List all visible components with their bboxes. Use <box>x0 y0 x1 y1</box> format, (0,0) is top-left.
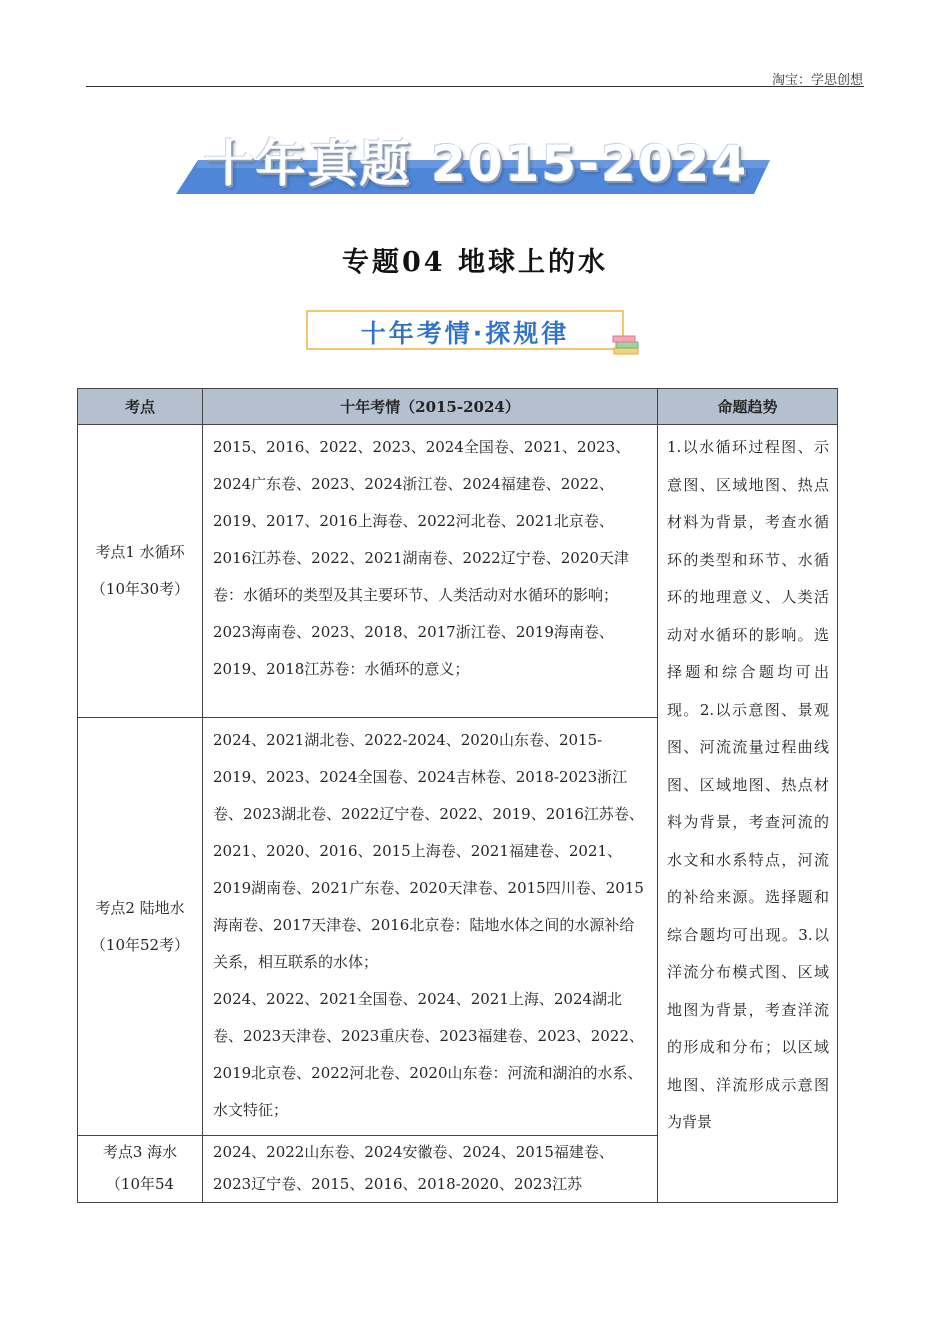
topic-count: （10年54 <box>105 1175 175 1193</box>
table-header-row <box>78 389 838 425</box>
topic-count: （10年30考） <box>90 580 190 598</box>
detail-paragraph: 2023海南卷、2023、2018、2017浙江卷、2019海南卷、2019、2018江苏卷：水循环的意义； <box>213 623 614 678</box>
header-topic: 考点 <box>78 389 203 425</box>
books-icon <box>612 334 642 358</box>
topic-count: （10年52考） <box>90 935 190 954</box>
section-badge-label: 十年考情·探规律 <box>360 319 570 348</box>
header-source: 淘宝：学思创想 <box>771 73 863 88</box>
detail-cell <box>203 425 658 718</box>
topic-cell <box>78 1136 203 1203</box>
detail-paragraph: 2015、2016、2022、2023、2024全国卷、2021、2023、2024广东卷、2023、2024浙江卷、2024福建卷、2022、2019、2017、2016上海卷、2022河北卷、2021北京卷、2016江苏卷、2022、2021湖南卷、2022辽宁卷、2020天津卷：水循环的类型及其主要环节、人类活动对水循环的影响； <box>213 438 631 604</box>
detail-paragraph: 2024、2021湖北卷、2022-2024、2020山东卷、2015-2019、2023、2024全国卷、2024吉林卷、2018-2023浙江卷、2023湖北卷、2022辽宁卷、2022、2019、2016江苏卷、2021、2020、2016、2015上海卷、2021福建卷、2021、2019湖南卷、2021广东卷、2020天津卷、2015四川卷、2015海南卷、2017天津卷、2016北京卷：陆地水体之间的水源补给关系，相互联系的水体； <box>213 731 644 971</box>
header-trend: 命题趋势 <box>658 389 838 425</box>
page-title: 专题04 地球上的水 <box>342 247 608 278</box>
title-banner <box>176 120 776 198</box>
banner-text: 十年真题 2015-2024 <box>203 135 749 193</box>
header-rule <box>86 86 864 87</box>
detail-cell <box>203 718 658 1136</box>
detail-paragraph: 2024、2022山东卷、2024安徽卷、2024、2015福建卷、2023辽宁卷、2015、2016、2018-2020、2023江苏 <box>213 1143 614 1193</box>
topic-name: 考点3 海水 <box>102 1143 178 1161</box>
topic-name: 考点1 水循环 <box>95 543 185 561</box>
detail-paragraph: 2024、2022、2021全国卷、2024、2021上海、2024湖北卷、2023天津卷、2023重庆卷、2023福建卷、2023、2022、2019北京卷、2022河北卷、2020山东卷：河流和湖泊的水系、水文特征； <box>213 990 644 1119</box>
exam-table <box>77 388 838 1203</box>
table-row <box>78 425 838 718</box>
topic-cell <box>78 718 203 1136</box>
trend-cell: 1.以水循环过程图、示意图、区域地图、热点材料为背景，考查水循环的类型和环节、水循环的地理意义、人类活动对水循环的影响。选择题和综合题均可出现。2.以示意图、景观图、河流流量过程曲线图、区域地图、热点材料为背景，考查河流的水文和水系特点，河流的补给来源。选择题和综合题均可出现。3.以洋流分布模式图、区域地图为背景，考查洋流的形成和分布；以区域地图、洋流形成示意图为背景 <box>658 425 838 1203</box>
section-badge <box>306 310 624 350</box>
topic-cell <box>78 425 203 718</box>
topic-name: 考点2 陆地水 <box>95 898 185 917</box>
header-detail: 十年考情（2015-2024） <box>203 389 658 425</box>
detail-cell <box>203 1136 658 1203</box>
